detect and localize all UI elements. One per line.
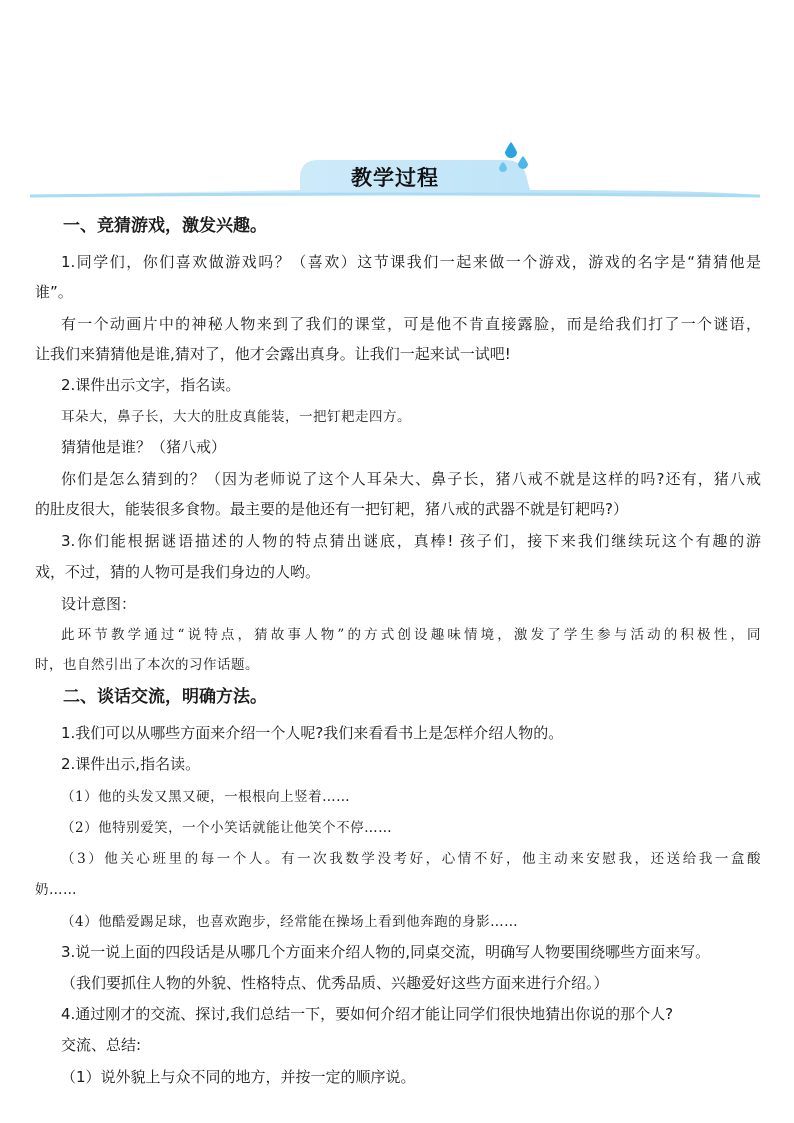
paragraph-line: 2.课件出示,指名读。 <box>61 755 201 773</box>
paragraph-line: （我们要抓住人物的外貌、性格特点、优秀品质、兴趣爱好这些方面来进行介绍。） <box>61 974 609 992</box>
paragraph-line: 1.同学们，你们喜欢做游戏吗？（喜欢）这节课我们一起来做一个游戏，游戏的名字是“猜猜他是 <box>61 253 761 271</box>
riddle-text: 耳朵大，鼻子长，大大的肚皮真能装，一把钉耙走四方。 <box>61 409 411 425</box>
example-line: （1）他的头发又黑又硬，一根根向上竖着…… <box>61 789 351 805</box>
design-intent-text: 时，也自然引出了本次的习作话题。 <box>35 657 259 673</box>
design-intent-text: 此环节教学通过“说特点，猜故事人物”的方式创设趣味情境，激发了学生参与活动的积极性，同 <box>61 627 761 643</box>
paragraph-line: （1）说外貌上与众不同的地方，并按一定的顺序说。 <box>61 1068 416 1086</box>
section-heading-2: 二、谈话交流，明确方法。 <box>63 687 267 707</box>
page-title: 教学过程 <box>351 166 439 190</box>
example-line: 奶…… <box>35 882 77 898</box>
design-intent-label: 设计意图： <box>61 595 137 613</box>
paragraph-line: 3.说一说上面的四段话是从哪几个方面来介绍人物的,同桌交流，明确写人物要围绕哪些方面来写。 <box>61 943 711 961</box>
paragraph-line: 2.课件出示文字，指名读。 <box>61 376 241 394</box>
section-heading-1: 一、竞猜游戏，激发兴趣。 <box>63 216 267 236</box>
example-line: （3）他关心班里的每一个人。有一次我数学没考好，心情不好，他主动来安慰我，还送给我一盒酸 <box>61 851 761 867</box>
paragraph-line: 有一个动画片中的神秘人物来到了我们的课堂，可是他不肯直接露脸，而是给我们打了一个谜语， <box>61 315 761 333</box>
paragraph-line: 的肚皮很大，能装很多食物。最主要的是他还有一把钉耙，猪八戒的武器不就是钉耙吗?） <box>35 500 628 518</box>
example-line: （2）他特别爱笑，一个小笑话就能让他笑个不停…… <box>61 820 393 836</box>
paragraph-line: 猜猜他是谁？（猪八戒） <box>61 438 227 456</box>
paragraph-line: 谁”。 <box>35 283 73 301</box>
paragraph-line: 1.我们可以从哪些方面来介绍一个人呢?我们来看看书上是怎样介绍人物的。 <box>61 724 564 742</box>
paragraph-line: 4.通过刚才的交流、探讨,我们总结一下，要如何介绍才能让同学们很快地猜出你说的那个人? <box>61 1005 674 1023</box>
paragraph-line: 戏，不过，猜的人物可是我们身边的人哟。 <box>35 563 321 581</box>
paragraph-line: 3.你们能根据谜语描述的人物的特点猜出谜底，真棒! 孩子们，接下来我们继续玩这个有趣的游 <box>61 532 761 550</box>
banner-underline <box>30 194 760 196</box>
paragraph-line: 交流、总结: <box>61 1036 142 1054</box>
paragraph-line: 你们是怎么猜到的？（因为老师说了这个人耳朵大、鼻子长，猪八戒不就是这样的吗?还有，猪八戒 <box>61 470 761 488</box>
paragraph-line: 让我们来猜猜他是谁,猜对了，他才会露出真身。让我们一起来试一试吧! <box>35 345 511 363</box>
example-line: （4）他酷爱踢足球，也喜欢跑步，经常能在操场上看到他奔跑的身影…… <box>61 914 519 930</box>
